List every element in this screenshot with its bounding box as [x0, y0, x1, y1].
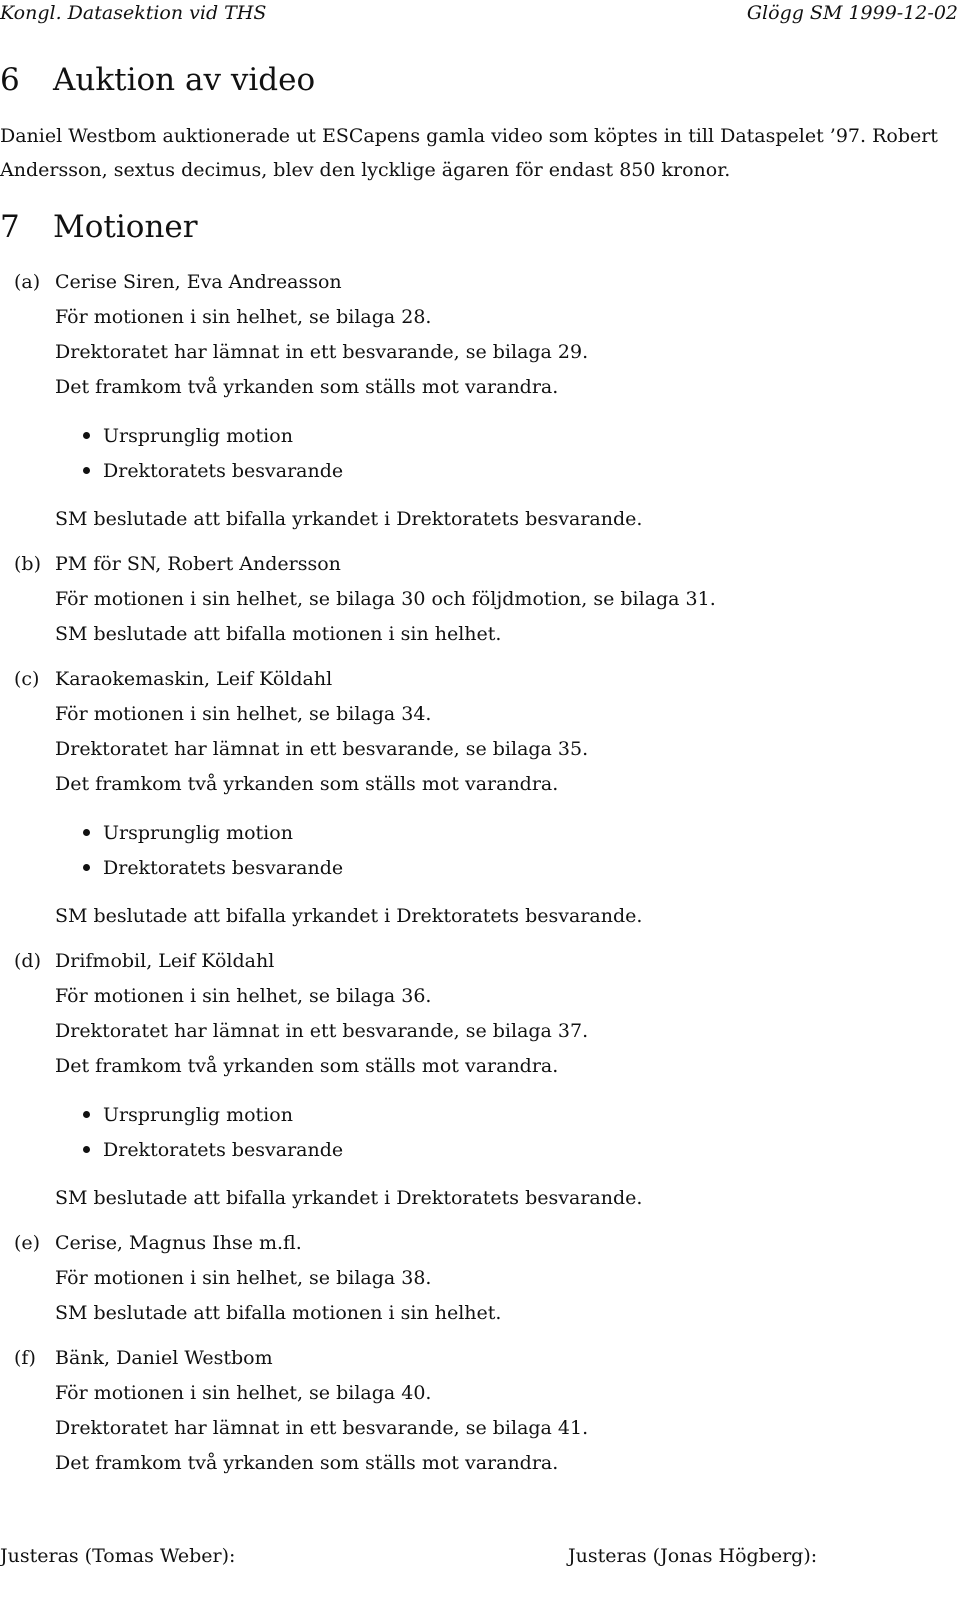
item-title: Bänk, Daniel Westbom [55, 1347, 273, 1369]
item-line: För motionen i sin helhet, se bilaga 30 och följdmotion, se bilaga 31. [55, 588, 716, 610]
bullet-dot-icon [83, 1146, 90, 1153]
section-6-title [0, 62, 315, 98]
section-title-text: Auktion av video [53, 62, 316, 98]
bullet-dot-icon [83, 432, 90, 439]
running-header [0, 2, 958, 24]
item-line: Drektoratet har lämnat in ett besvarande, se bilaga 29. [55, 341, 589, 363]
bullet-item: Ursprunglig motion [83, 822, 293, 844]
section-7-title [0, 209, 198, 245]
item-line: För motionen i sin helhet, se bilaga 34. [55, 703, 432, 725]
bullet-item: Drektoratets besvarande [83, 460, 343, 482]
item-line: För motionen i sin helhet, se bilaga 40. [55, 1382, 432, 1404]
item-line: Det framkom två yrkanden som ställs mot varandra. [55, 773, 559, 795]
item-line: Drektoratet har lämnat in ett besvarande, se bilaga 41. [55, 1417, 589, 1439]
bullet-dot-icon [83, 1111, 90, 1118]
item-label: (f) [14, 1347, 36, 1369]
item-decision: SM beslutade att bifalla yrkandet i Drektoratets besvarande. [55, 508, 643, 530]
item-title: PM för SN, Robert Andersson [55, 553, 341, 575]
bullet-item: Ursprunglig motion [83, 1104, 293, 1126]
footer-signature-left: Justeras (Tomas Weber): [0, 1545, 236, 1567]
item-title: Cerise, Magnus Ihse m.fl. [55, 1232, 302, 1254]
item-label: (b) [14, 553, 41, 575]
item-title: Drifmobil, Leif Köldahl [55, 950, 275, 972]
header-right: Glögg SM 1999-12-02 [746, 2, 958, 24]
item-label: (d) [14, 950, 41, 972]
item-line: SM beslutade att bifalla motionen i sin helhet. [55, 623, 502, 645]
bullet-item: Ursprunglig motion [83, 425, 293, 447]
section-6-paragraph: Daniel Westbom auktionerade ut ESCapens gamla video som köptes in till Dataspelet ’97. Robert Andersson, sextus decimus, blev den lycklige ägaren för endast 850 kronor. [0, 125, 938, 181]
item-line: Det framkom två yrkanden som ställs mot varandra. [55, 1055, 559, 1077]
bullet-dot-icon [83, 829, 90, 836]
item-title: Karaokemaskin, Leif Köldahl [55, 668, 333, 690]
item-line: För motionen i sin helhet, se bilaga 38. [55, 1267, 432, 1289]
bullet-item: Drektoratets besvarande [83, 1139, 343, 1161]
item-label: (a) [14, 271, 41, 293]
item-decision: SM beslutade att bifalla yrkandet i Drektoratets besvarande. [55, 905, 643, 927]
item-line: Det framkom två yrkanden som ställs mot varandra. [55, 376, 559, 398]
bullet-dot-icon [83, 467, 90, 474]
item-label: (c) [14, 668, 40, 690]
section-title-text: Motioner [53, 209, 198, 245]
bullet-dot-icon [83, 864, 90, 871]
item-line: För motionen i sin helhet, se bilaga 28. [55, 306, 432, 328]
item-line: För motionen i sin helhet, se bilaga 36. [55, 985, 432, 1007]
header-left: Kongl. Datasektion vid THS [0, 2, 267, 24]
item-line: Drektoratet har lämnat in ett besvarande, se bilaga 37. [55, 1020, 589, 1042]
section-number: 6 [0, 62, 20, 98]
item-line: Det framkom två yrkanden som ställs mot varandra. [55, 1452, 559, 1474]
section-number: 7 [0, 209, 20, 245]
item-title: Cerise Siren, Eva Andreasson [55, 271, 342, 293]
item-line: Drektoratet har lämnat in ett besvarande, se bilaga 35. [55, 738, 589, 760]
item-decision: SM beslutade att bifalla yrkandet i Drektoratets besvarande. [55, 1187, 643, 1209]
item-label: (e) [14, 1232, 41, 1254]
item-line: SM beslutade att bifalla motionen i sin helhet. [55, 1302, 502, 1324]
bullet-item: Drektoratets besvarande [83, 857, 343, 879]
footer-signature-right: Justeras (Jonas Högberg): [568, 1545, 818, 1567]
